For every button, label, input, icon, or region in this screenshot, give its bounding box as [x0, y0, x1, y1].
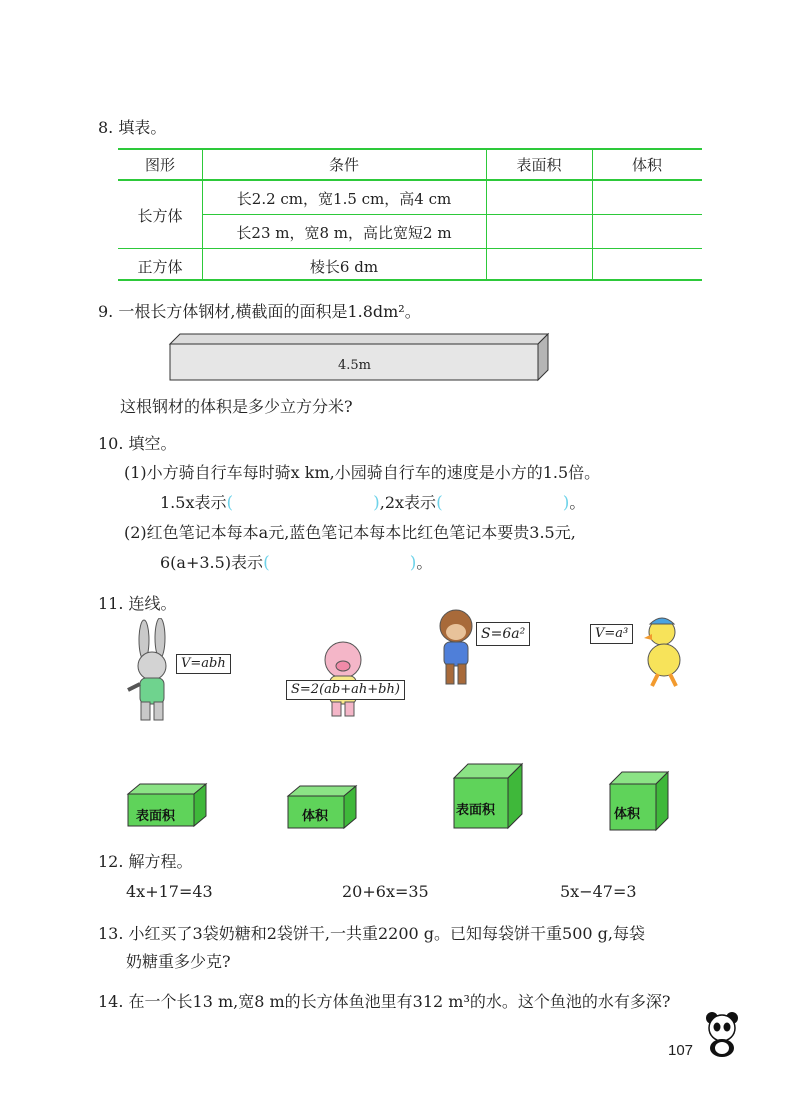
table-cell-shape-cube: 正方体: [137, 258, 183, 276]
q12-title: 12. 解方程。: [98, 852, 193, 871]
q10-part1-line1: (1)小方骑自行车每时骑x km,小园骑自行车的速度是小方的1.5倍。: [124, 463, 601, 482]
equation-2: 20+6x=35: [342, 882, 429, 901]
box-label-4: 体积: [614, 807, 641, 822]
paren-close: ): [409, 553, 417, 573]
box-label-2: 体积: [302, 809, 329, 824]
table-header-shape: 图形: [144, 156, 175, 174]
q14-text: 14. 在一个长13 m,宽8 m的长方体鱼池里有312 m³的水。这个鱼池的水有多深?: [98, 992, 671, 1011]
duck-illustration: [632, 612, 696, 692]
q10-p1-b: ,2x表示: [379, 493, 437, 512]
formula-card-3[interactable]: S=6a²: [476, 622, 530, 646]
q10-p1-a: 1.5x表示: [160, 493, 227, 512]
panda-icon: [702, 1010, 742, 1058]
table-cell-condition-1: 长2.2 cm，宽1.5 cm，高4 cm: [236, 190, 452, 208]
green-box-4[interactable]: [608, 770, 670, 832]
formula-card-1[interactable]: V=abh: [176, 654, 231, 674]
equation-3: 5x−47=3: [560, 882, 637, 901]
q10-title: 10. 填空。: [98, 434, 177, 453]
q8-title: 8. 填表。: [98, 118, 167, 137]
steel-bar-figure: [168, 332, 552, 382]
q10-p2-a: 6(a+3.5)表示: [160, 553, 264, 572]
table-cell-condition-2: 长23 m，宽8 m，高比宽短2 m: [236, 224, 452, 242]
paren-open: (: [436, 493, 443, 513]
table-header-surface: 表面积: [516, 156, 562, 174]
table-header-volume: 体积: [631, 156, 662, 174]
q13-line1: 13. 小红买了3袋奶糖和2袋饼干,一共重2200 g。已知每袋饼干重500 g,每袋: [98, 924, 645, 943]
q11-title: 11. 连线。: [98, 594, 177, 613]
monkey-illustration: [426, 606, 486, 690]
bar-length-label: 4.5m: [338, 358, 372, 373]
paren-close: ): [562, 493, 570, 513]
page-number: 107: [668, 1042, 694, 1059]
q10-part2-line1: (2)红色笔记本每本a元,蓝色笔记本每本比红色笔记本要贵3.5元,: [124, 523, 576, 542]
q9-title: 9. 一根长方体钢材,横截面的面积是1.8dm²。: [98, 302, 421, 321]
pig-illustration: [316, 636, 370, 720]
table-header-condition: 条件: [328, 156, 359, 174]
box-label-1: 表面积: [136, 809, 176, 824]
q10-p1-end: 。: [569, 493, 586, 512]
formula-card-4[interactable]: V=a³: [590, 624, 633, 644]
fill-table: [118, 148, 702, 281]
table-cell-condition-3: 棱长6 dm: [309, 258, 379, 276]
q13-line2: 奶糖重多少克?: [126, 952, 231, 971]
table-cell-shape-cuboid: 长方体: [137, 207, 183, 225]
equation-1: 4x+17=43: [126, 882, 213, 901]
rabbit-illustration: [122, 618, 184, 724]
q10-p2-end: 。: [416, 553, 433, 572]
formula-card-2[interactable]: S=2(ab+ah+bh): [286, 680, 405, 700]
q10-part2-line2: [160, 553, 432, 573]
box-label-3: 表面积: [456, 803, 496, 818]
paren-close: ): [373, 493, 380, 513]
q9-question: 这根钢材的体积是多少立方分米?: [120, 397, 353, 416]
paren-open: (: [263, 553, 270, 573]
green-box-3[interactable]: [452, 762, 524, 830]
paren-open: (: [226, 493, 234, 513]
q10-part1-line2: [160, 493, 585, 513]
